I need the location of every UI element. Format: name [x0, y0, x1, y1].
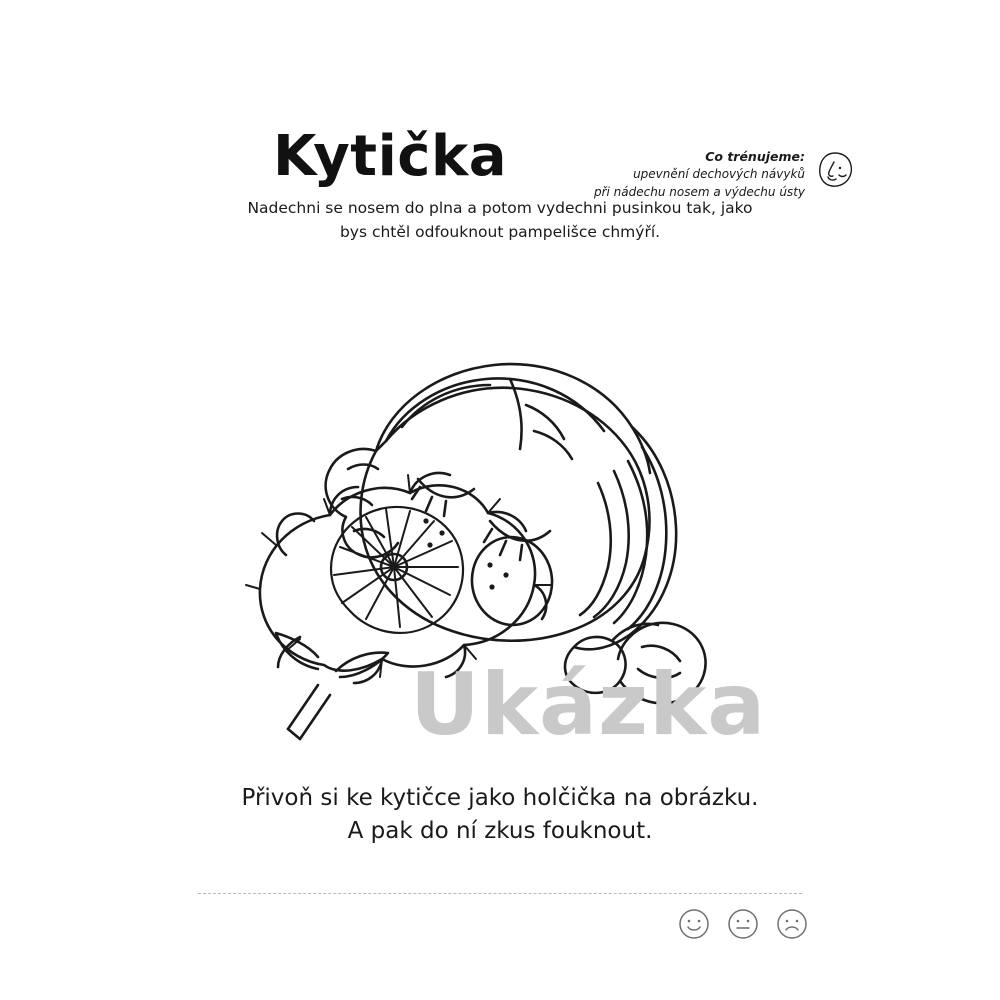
eyelash-right-2 [500, 541, 506, 555]
freckle [423, 518, 428, 523]
page-title: Kytička [272, 124, 507, 189]
self-rating-faces [678, 908, 808, 940]
watermark-sample: Ukázka [410, 655, 767, 755]
hair-strand-4 [580, 483, 611, 615]
eyelash-left-3 [444, 501, 446, 516]
neutral-face-icon[interactable] [727, 908, 759, 940]
eyelash-left-2 [426, 497, 432, 511]
flower-stem-left [288, 685, 318, 729]
instruction-bottom [150, 782, 850, 847]
dandelion-bump-6 [446, 645, 465, 677]
freckle [427, 542, 432, 547]
hair-left-puff-detail-1 [348, 465, 378, 470]
ponytail-detail-2 [638, 669, 680, 678]
instruction-bottom-line-2: A pak do ní zkus fouknout. [347, 817, 653, 844]
instruction-top [200, 196, 800, 244]
hair-right-mass [574, 427, 676, 649]
happy-face-icon[interactable] [678, 908, 710, 940]
dandelion-bump-1 [277, 514, 314, 556]
flower-stem-right [300, 695, 330, 739]
ponytail-lower-loop [618, 623, 706, 703]
freckle [489, 584, 494, 589]
footer-divider [198, 893, 802, 894]
practice-note-line-2: při nádechu nosem a výdechu ústy [593, 184, 805, 199]
practice-note-line-1: upevnění dechových návyků [633, 167, 805, 182]
instruction-top-line-1: Nadechni se nosem do plna a potom vydechni pusinkou tak, jako [247, 199, 753, 217]
fringe-flick-2 [534, 431, 572, 459]
sad-face-icon[interactable] [776, 908, 808, 940]
instruction-top-line-2: bys chtěl odfouknout pampelišce chmýří. [339, 223, 661, 242]
instruction-bottom-line-1: Přivoň si ke kytičce jako holčička na obrázku. [241, 785, 759, 811]
eyelash-right-1 [484, 529, 492, 542]
dandelion-petals [334, 509, 458, 627]
freckle [439, 530, 444, 535]
practice-note-label: Co trénujeme: [705, 149, 805, 164]
flower-stem-base [288, 729, 300, 739]
ponytail-detail-1 [642, 646, 680, 661]
practice-note [575, 148, 805, 201]
eye-left-closed [418, 479, 474, 497]
ponytail-knot [565, 637, 626, 693]
coloring-illustration [190, 255, 810, 755]
freckle [503, 572, 508, 577]
eyelash-right-3 [520, 545, 522, 560]
freckle [487, 562, 492, 567]
nose-breathing-icon [812, 146, 860, 194]
page-header [0, 60, 1000, 199]
